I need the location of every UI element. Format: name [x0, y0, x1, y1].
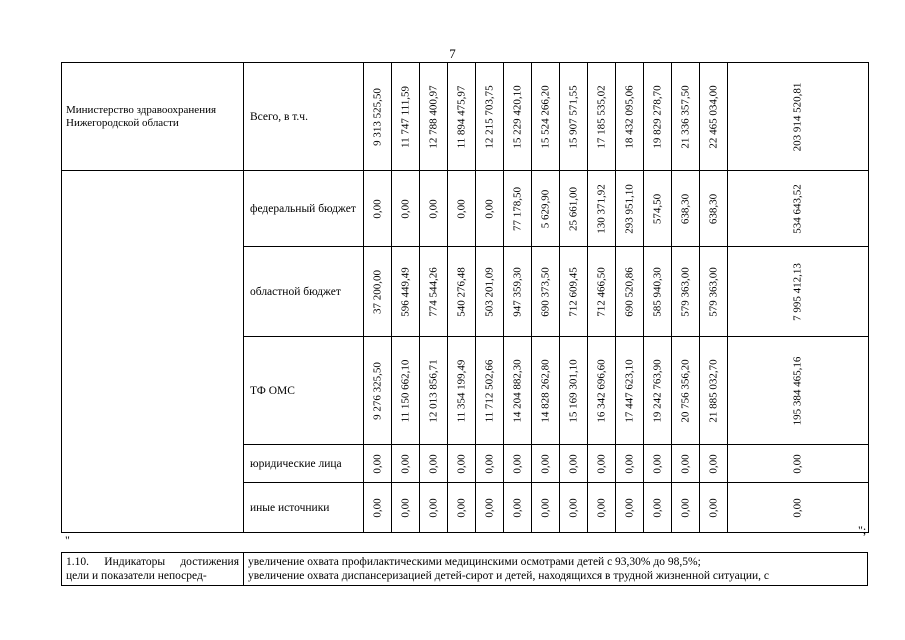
year-value: 0,00	[483, 453, 495, 474]
year-value-cell	[532, 337, 560, 445]
year-value-cell	[448, 337, 476, 445]
year-value-cell	[672, 483, 700, 533]
year-value-cell	[476, 247, 504, 337]
finance-row	[62, 63, 869, 171]
indicator-line: увеличение охвата диспансеризацией детей-сирот и детей, находящихся в трудной жизненной ситуации, с	[248, 570, 770, 582]
year-value-cell	[588, 63, 616, 171]
year-value-cell	[420, 337, 448, 445]
indicator-line: увеличение охвата профилактическими медицинскими осмотрами детей с 93,30% до 98,5%;	[248, 556, 701, 568]
year-value-cell	[588, 337, 616, 445]
year-value: 0,00	[399, 453, 411, 474]
year-value: 596 449,49	[399, 266, 411, 317]
year-value: 0,00	[483, 497, 495, 518]
year-value-cell	[616, 483, 644, 533]
indicators-label: 1.10. Индикаторы достижения цели и показатели непосред-	[62, 553, 244, 586]
year-value: 16 342 696,60	[595, 358, 607, 423]
year-value-cell	[560, 337, 588, 445]
year-value: 11 150 662,10	[399, 359, 411, 422]
year-value: 0,00	[371, 198, 383, 219]
year-value: 0,00	[567, 497, 579, 518]
year-value-cell	[448, 171, 476, 247]
year-value-cell	[448, 483, 476, 533]
year-value: 0,00	[371, 497, 383, 518]
year-value: 19 242 763,90	[651, 358, 663, 423]
year-value: 579 363,00	[679, 266, 691, 317]
year-value-cell	[504, 247, 532, 337]
year-value-cell	[560, 483, 588, 533]
year-value: 0,00	[679, 453, 691, 474]
year-value: 0,00	[623, 497, 635, 518]
year-value-cell	[476, 337, 504, 445]
year-value: 712 609,45	[567, 266, 579, 317]
year-value-cell	[588, 171, 616, 247]
year-value-cell	[532, 483, 560, 533]
opening-quote: "	[65, 533, 70, 547]
year-value-cell	[560, 445, 588, 483]
year-value-cell	[532, 247, 560, 337]
year-value-cell	[364, 63, 392, 171]
year-value: 638,30	[707, 193, 719, 224]
source-label: ТФ ОМС	[244, 337, 364, 445]
year-value: 12 788 400,97	[427, 84, 439, 149]
year-value-cell	[392, 483, 420, 533]
year-value: 0,00	[511, 497, 523, 518]
year-value-cell	[644, 171, 672, 247]
year-value-cell	[588, 445, 616, 483]
year-value-cell	[700, 171, 728, 247]
year-value: 0,00	[427, 453, 439, 474]
year-value: 37 200,00	[371, 269, 383, 314]
year-value-cell	[448, 247, 476, 337]
year-value: 0,00	[455, 198, 467, 219]
year-value: 11 712 502,66	[483, 359, 495, 422]
year-value-cell	[700, 337, 728, 445]
page-number: 7	[449, 46, 456, 61]
year-value: 15 169 301,10	[567, 358, 579, 423]
year-value: 15 907 571,55	[567, 84, 579, 149]
year-value-cell	[700, 483, 728, 533]
year-value: 12 215 703,75	[483, 84, 495, 149]
year-value-cell	[616, 171, 644, 247]
indicators-table	[61, 552, 868, 586]
year-value-cell	[644, 337, 672, 445]
finance-table	[61, 62, 869, 533]
total-value-cell	[728, 445, 869, 483]
year-value-cell	[420, 171, 448, 247]
total-value: 7 995 412,13	[791, 262, 804, 321]
year-value-cell	[672, 247, 700, 337]
year-value-cell	[476, 445, 504, 483]
year-value-cell	[672, 337, 700, 445]
year-value-cell	[476, 483, 504, 533]
year-value: 5 629,90	[539, 189, 551, 228]
year-value: 774 544,26	[427, 266, 439, 317]
year-value: 0,00	[595, 497, 607, 518]
year-value-cell	[420, 445, 448, 483]
year-value: 503 201,09	[483, 266, 495, 317]
year-value-cell	[588, 483, 616, 533]
total-value-cell	[728, 63, 869, 171]
year-value: 17 447 623,10	[623, 358, 635, 423]
year-value-cell	[420, 483, 448, 533]
year-value: 19 829 278,70	[651, 84, 663, 149]
total-value-cell	[728, 247, 869, 337]
year-value: 0,00	[679, 497, 691, 518]
year-value: 130 371,92	[595, 183, 607, 234]
total-value: 195 384 465,16	[791, 356, 804, 425]
year-value-cell	[700, 63, 728, 171]
year-value: 9 313 525,50	[371, 87, 383, 146]
year-value: 293 951,10	[623, 183, 635, 234]
year-value-cell	[504, 63, 532, 171]
total-value-cell	[728, 171, 869, 247]
year-value: 0,00	[539, 497, 551, 518]
year-value-cell	[588, 247, 616, 337]
source-label: федеральный бюджет	[244, 171, 364, 247]
year-value-cell	[644, 445, 672, 483]
year-value-cell	[672, 171, 700, 247]
year-value-cell	[560, 63, 588, 171]
year-value: 0,00	[455, 453, 467, 474]
year-value: 0,00	[539, 453, 551, 474]
year-value: 0,00	[427, 497, 439, 518]
year-value: 21 885 032,70	[707, 358, 719, 423]
year-value: 11 354 199,49	[455, 359, 467, 422]
closing-quote: ";	[858, 523, 867, 537]
year-value-cell	[504, 445, 532, 483]
year-value: 0,00	[707, 497, 719, 518]
total-value: 0,00	[791, 497, 804, 518]
year-value-cell	[616, 247, 644, 337]
year-value-cell	[392, 445, 420, 483]
year-value-cell	[448, 445, 476, 483]
total-value: 534 643,52	[791, 183, 804, 234]
year-value-cell	[672, 63, 700, 171]
year-value-cell	[532, 171, 560, 247]
year-value-cell	[504, 171, 532, 247]
year-value: 25 661,00	[567, 186, 579, 231]
total-value: 203 914 520,81	[791, 82, 804, 151]
year-value-cell	[392, 171, 420, 247]
year-value: 9 276 325,50	[371, 361, 383, 420]
year-value-cell	[560, 247, 588, 337]
year-value-cell	[364, 171, 392, 247]
year-value-cell	[532, 63, 560, 171]
year-value-cell	[420, 63, 448, 171]
year-value-cell	[644, 483, 672, 533]
year-value: 0,00	[483, 198, 495, 219]
year-value-cell	[392, 337, 420, 445]
year-value: 0,00	[707, 453, 719, 474]
year-value: 0,00	[651, 497, 663, 518]
year-value-cell	[364, 483, 392, 533]
total-value: 0,00	[791, 453, 804, 474]
year-value-cell	[448, 63, 476, 171]
year-value: 0,00	[567, 453, 579, 474]
year-value: 77 178,50	[511, 186, 523, 231]
source-label: юридические лица	[244, 445, 364, 483]
year-value: 0,00	[371, 453, 383, 474]
year-value: 540 276,48	[455, 266, 467, 317]
year-value: 0,00	[399, 198, 411, 219]
year-value-cell	[700, 247, 728, 337]
year-value-cell	[392, 63, 420, 171]
year-value: 0,00	[651, 453, 663, 474]
year-value: 579 363,00	[707, 266, 719, 317]
year-value: 17 185 535,02	[595, 84, 607, 149]
indicators-text	[244, 553, 868, 586]
year-value-cell	[644, 63, 672, 171]
year-value: 0,00	[595, 453, 607, 474]
finance-row	[62, 171, 869, 247]
year-value-cell	[616, 337, 644, 445]
year-value: 18 432 095,06	[623, 84, 635, 149]
year-value: 0,00	[511, 453, 523, 474]
year-value: 14 204 882,30	[511, 358, 523, 423]
year-value: 0,00	[427, 198, 439, 219]
year-value-cell	[364, 337, 392, 445]
year-value-cell	[560, 171, 588, 247]
year-value: 12 013 856,71	[427, 358, 439, 423]
organization-blank-cell	[62, 171, 244, 533]
year-value-cell	[700, 445, 728, 483]
year-value-cell	[672, 445, 700, 483]
year-value-cell	[392, 247, 420, 337]
year-value: 690 520,86	[623, 266, 635, 317]
year-value-cell	[364, 445, 392, 483]
year-value: 690 373,50	[539, 266, 551, 317]
year-value-cell	[616, 445, 644, 483]
year-value-cell	[644, 247, 672, 337]
year-value: 947 359,30	[511, 266, 523, 317]
year-value-cell	[476, 171, 504, 247]
year-value: 11 894 475,97	[455, 85, 467, 148]
year-value: 574,50	[651, 193, 663, 224]
year-value-cell	[364, 247, 392, 337]
year-value: 0,00	[623, 453, 635, 474]
year-value: 585 940,30	[651, 266, 663, 317]
year-value: 712 466,50	[595, 266, 607, 317]
organization-name: Министерство здравоохранения Нижегородской области	[62, 63, 244, 171]
year-value: 15 229 420,10	[511, 84, 523, 149]
year-value-cell	[532, 445, 560, 483]
year-value: 14 828 262,80	[539, 358, 551, 423]
year-value-cell	[476, 63, 504, 171]
year-value-cell	[504, 483, 532, 533]
year-value: 0,00	[399, 497, 411, 518]
year-value: 22 465 034,00	[707, 84, 719, 149]
source-label: Всего, в т.ч.	[244, 63, 364, 171]
year-value-cell	[616, 63, 644, 171]
source-label: областной бюджет	[244, 247, 364, 337]
year-value-cell	[504, 337, 532, 445]
year-value: 15 524 266,20	[539, 84, 551, 149]
indicators-row	[62, 553, 868, 586]
year-value: 20 756 356,20	[679, 358, 691, 423]
year-value: 0,00	[455, 497, 467, 518]
year-value-cell	[420, 247, 448, 337]
source-label: иные источники	[244, 483, 364, 533]
year-value: 11 747 111,59	[399, 85, 411, 148]
year-value: 638,30	[679, 193, 691, 224]
year-value: 21 336 357,50	[679, 84, 691, 149]
total-value-cell	[728, 483, 869, 533]
total-value-cell	[728, 337, 869, 445]
